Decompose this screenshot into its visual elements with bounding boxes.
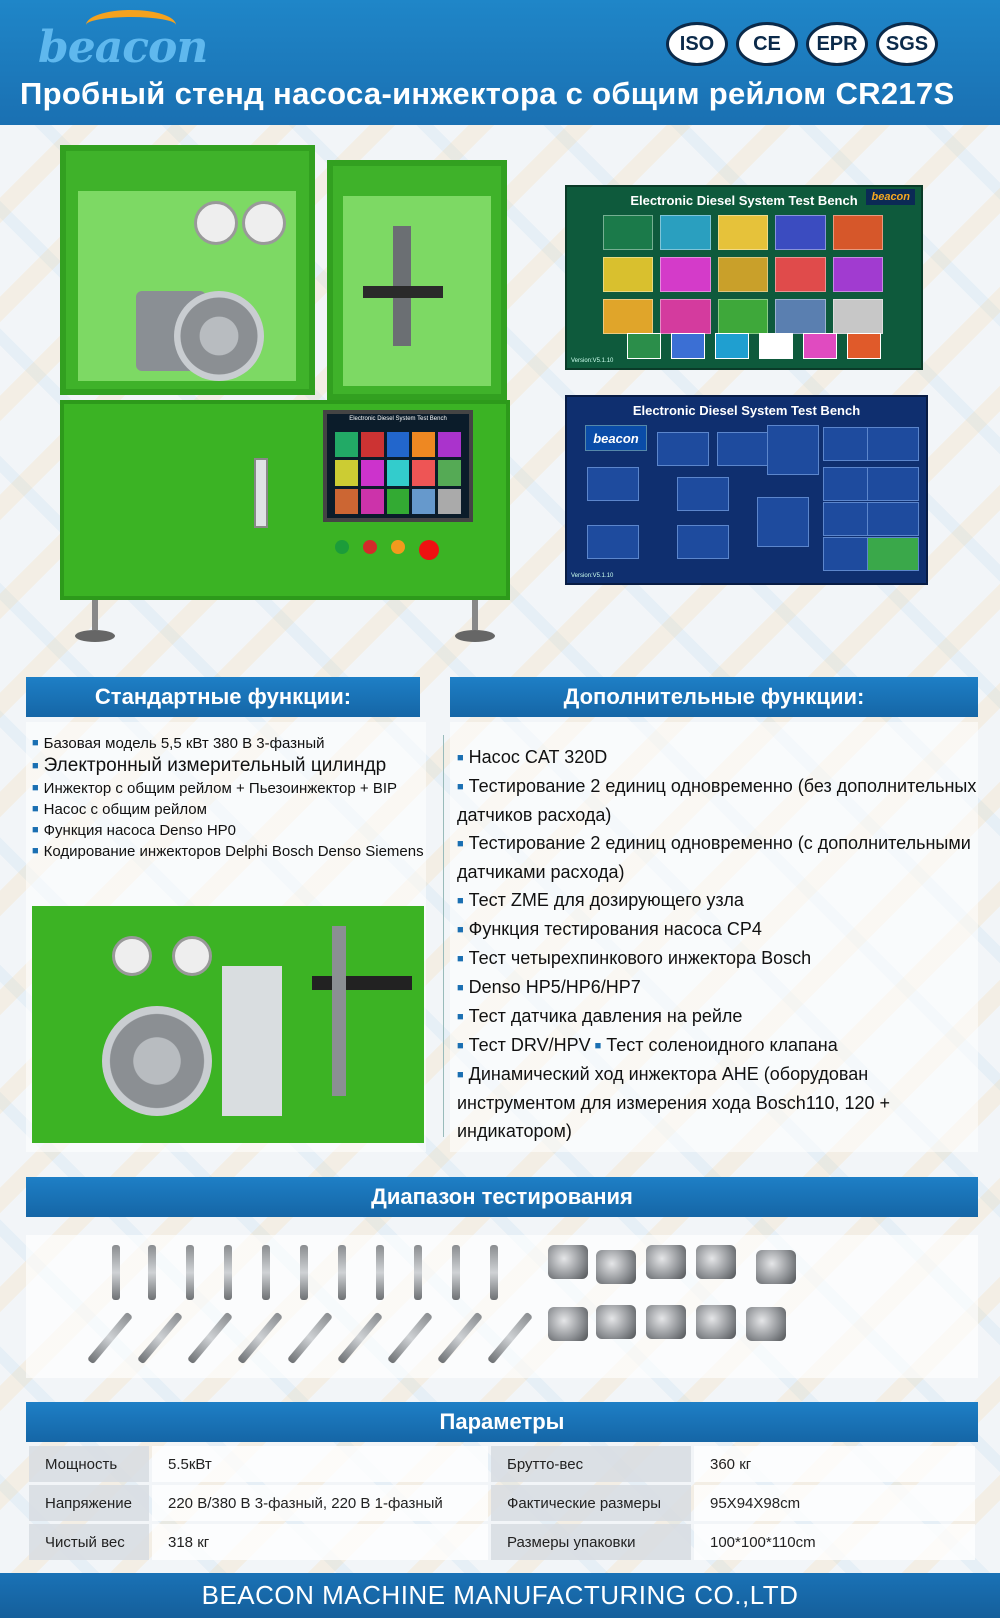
green-button-icon: [335, 540, 349, 554]
epr-badge: EPR: [806, 22, 868, 66]
bullet-icon: ■: [457, 838, 464, 850]
measuring-cylinder: [254, 458, 268, 528]
bullet-icon: ■: [32, 824, 39, 836]
brand-logo: beacon: [38, 22, 208, 73]
foot-icon: [75, 600, 115, 650]
injector-test-cabinet: [327, 160, 507, 400]
bullet-icon: ■: [457, 781, 464, 793]
software-screenshot-diagram: Electronic Diesel System Test Bench beacon Version:V5.1.10: [565, 395, 928, 585]
bottom-action-icons: [627, 333, 881, 359]
pump-icon: [646, 1245, 686, 1279]
table-row: Напряжение 220 В/380 В 3-фазный, 220 В 1-фазный Фактические размеры 95X94X98cm: [29, 1485, 975, 1521]
control-screen: Electronic Diesel System Test Bench: [323, 410, 473, 522]
list-item: ■ Функция насоса Denso HP0: [32, 822, 237, 839]
iso-badge: ISO: [666, 22, 728, 66]
injector-icon: [224, 1245, 232, 1300]
injector-icon: [338, 1245, 346, 1300]
header-banner: [0, 0, 1000, 125]
list-item: ■ Динамический ход инжектора AHE (оборудован инструментом для измерения хода Bosch110, 120 + индикатором): [457, 1064, 891, 1141]
list-item: ■ Тест четырехпинкового инжектора Bosch: [457, 948, 812, 968]
pump-icon: [596, 1250, 636, 1284]
sgs-badge: SGS: [876, 22, 938, 66]
list-item: ■ Базовая модель 5,5 кВт 380 В 3-фазный: [32, 735, 325, 752]
injector-icon: [387, 1312, 433, 1365]
injector-icon: [437, 1312, 483, 1365]
function-tile-grid: [603, 215, 883, 334]
emergency-stop-icon: [419, 540, 439, 560]
pressure-gauge-icon: [172, 936, 212, 976]
pump-icon: [548, 1245, 588, 1279]
clamp-bar: [363, 286, 443, 298]
standard-functions-list: [32, 733, 427, 862]
injector-icon: [337, 1312, 383, 1365]
bullet-icon: ■: [32, 782, 39, 794]
injector-icon: [414, 1245, 422, 1300]
list-item: ■ Тестирование 2 единиц одновременно (с дополнительными датчиками расхода): [457, 833, 971, 882]
pressure-gauge-icon: [112, 936, 152, 976]
pump-icon: [756, 1250, 796, 1284]
additional-functions-list: [457, 743, 977, 1145]
pump-group: [546, 1245, 826, 1365]
injector-icon: [487, 1312, 533, 1365]
additional-functions-header: Дополнительные функции:: [450, 677, 978, 717]
injector-icon: [187, 1312, 233, 1365]
table-row: Мощность 5.5кВт Брутто-вес 360 кг: [29, 1446, 975, 1482]
bullet-icon: ■: [594, 1040, 602, 1052]
footer-company-name: BEACON MACHINE MANUFACTURING CO.,LTD: [0, 1573, 1000, 1618]
bullet-icon: ■: [32, 803, 39, 815]
list-item: ■ Тест DRV/HPV ■ Тест соленоидного клапана: [457, 1035, 838, 1055]
injector-icon: [262, 1245, 270, 1300]
bullet-icon: ■: [457, 752, 464, 764]
bullet-icon: ■: [457, 924, 464, 936]
injector-icon: [490, 1245, 498, 1300]
bullet-icon: ■: [457, 1040, 464, 1052]
injector-icon: [137, 1312, 183, 1365]
injector-icon: [148, 1245, 156, 1300]
injector-icon: [452, 1245, 460, 1300]
pump-icon: [646, 1305, 686, 1339]
pump-test-closeup-photo: [32, 906, 424, 1143]
list-item: ■ Инжектор с общим рейлом + Пьезоинжектор + BIP: [32, 780, 398, 797]
list-item: ■ Функция тестирования насоса CP4: [457, 919, 762, 939]
list-item: ■ Кодирование инжекторов Delphi Bosch Denso Siemens: [32, 843, 424, 860]
pump-test-cabinet: [60, 145, 315, 395]
injector-icon: [87, 1312, 133, 1365]
pump-icon: [696, 1305, 736, 1339]
list-item: ■ Тестирование 2 единиц одновременно (без дополнительных датчиков расхода): [457, 776, 977, 825]
coupling-disc: [102, 1006, 212, 1116]
flow-meter: [222, 966, 282, 1116]
injector-icon: [376, 1245, 384, 1300]
injector-icon: [300, 1245, 308, 1300]
pump-icon: [746, 1307, 786, 1341]
bullet-icon: ■: [457, 895, 464, 907]
standard-functions-header: Стандартные функции:: [26, 677, 420, 717]
injector-row-top: [104, 1245, 524, 1300]
foot-icon: [455, 600, 495, 650]
parameters-header: Параметры: [26, 1402, 978, 1442]
bullet-icon: ■: [32, 760, 39, 772]
list-item: ■ Denso HP5/HP6/HP7: [457, 977, 641, 997]
certification-badges: [666, 22, 938, 66]
testing-range-panel: [26, 1235, 978, 1378]
parameters-table: [26, 1443, 978, 1563]
page-title: Пробный стенд насоса-инжектора с общим рейлом CR217S: [20, 76, 955, 111]
pressure-gauge-icon: [194, 201, 238, 245]
software-screenshot-menu: Electronic Diesel System Test Bench beacon Version:V5.1.10: [565, 185, 923, 370]
injector-row-bottom: [86, 1307, 546, 1367]
coupling-disc: [174, 291, 264, 381]
list-item: ■ Насос с общим рейлом: [32, 801, 207, 818]
list-item: ■ Электронный измерительный цилиндр: [32, 755, 387, 776]
ce-badge: CE: [736, 22, 798, 66]
pump-icon: [696, 1245, 736, 1279]
injector-icon: [237, 1312, 283, 1365]
injector-icon: [112, 1245, 120, 1300]
list-item: ■ Тест ZME для дозирующего узла: [457, 890, 744, 910]
control-buttons: [335, 540, 439, 560]
pump-icon: [548, 1307, 588, 1341]
list-item: ■ Тест датчика давления на рейле: [457, 1006, 743, 1026]
orange-button-icon: [391, 540, 405, 554]
pump-icon: [596, 1305, 636, 1339]
list-item: ■ Насос CAT 320D: [457, 747, 608, 767]
test-bench-photo: [55, 140, 515, 650]
bullet-icon: ■: [457, 1069, 464, 1081]
pressure-gauge-icon: [242, 201, 286, 245]
injector-icon: [287, 1312, 333, 1365]
testing-range-header: Диапазон тестирования: [26, 1177, 978, 1217]
injector-holder: [332, 926, 346, 1096]
clamp-bar: [312, 976, 412, 990]
table-row: Чистый вес 318 кг Размеры упаковки 100*100*110cm: [29, 1524, 975, 1560]
bullet-icon: ■: [32, 737, 39, 749]
red-button-icon: [363, 540, 377, 554]
bullet-icon: ■: [457, 1011, 464, 1023]
bullet-icon: ■: [457, 953, 464, 965]
injector-icon: [186, 1245, 194, 1300]
bullet-icon: ■: [457, 982, 464, 994]
bullet-icon: ■: [32, 845, 39, 857]
